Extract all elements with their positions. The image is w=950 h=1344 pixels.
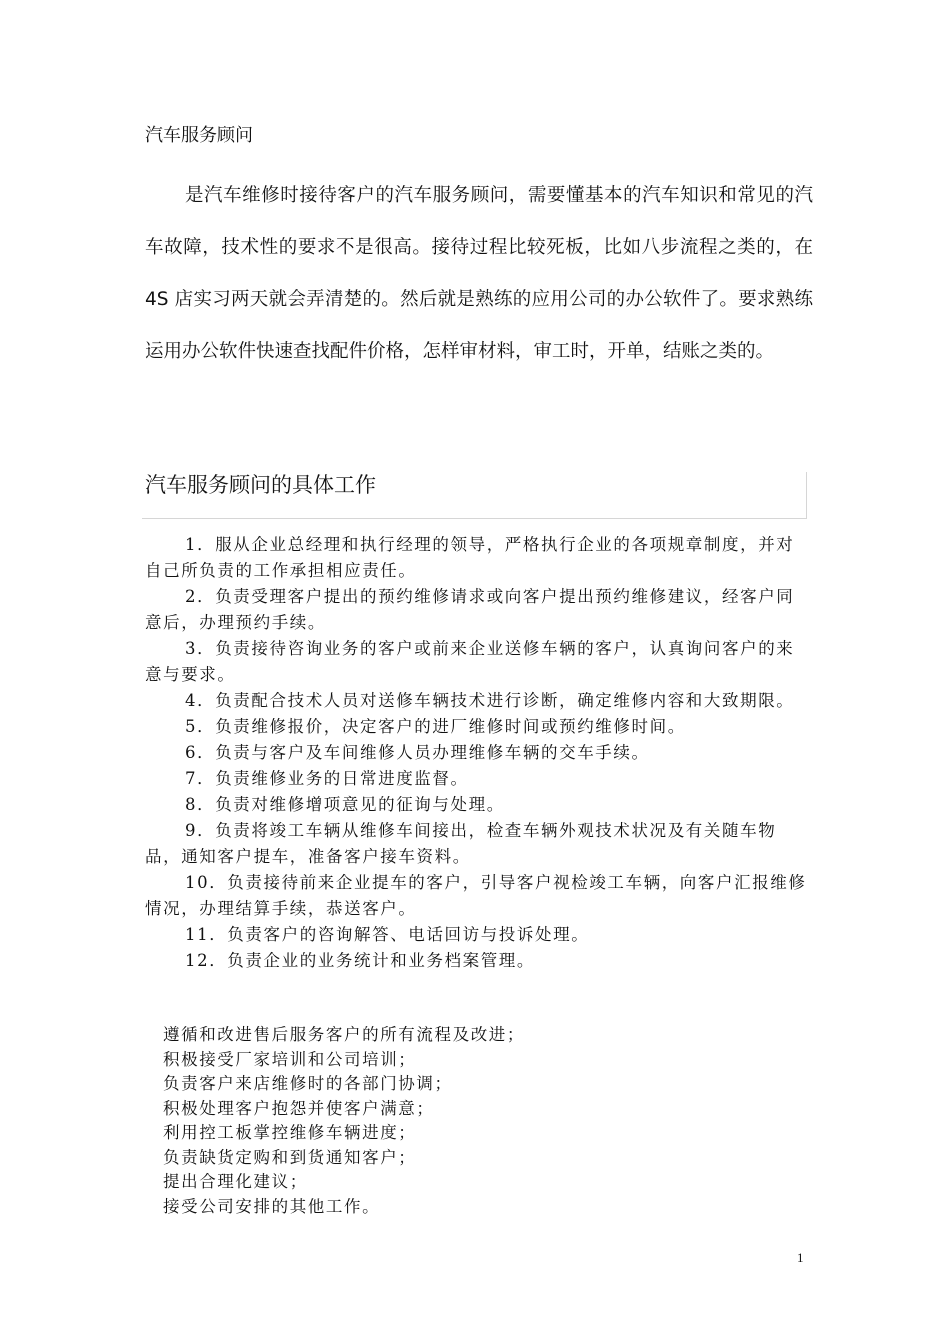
extra-item: 接受公司安排的其他工作。 xyxy=(163,1196,381,1216)
duty-item: 9．负责将竣工车辆从维修车间接出，检查车辆外观技术状况及有关随车物品，通知客户提车，准备客户接车资料。 xyxy=(145,821,777,866)
duty-item: 12．负责企业的业务统计和业务档案管理。 xyxy=(185,951,535,970)
duties-list xyxy=(145,532,807,974)
extra-item: 提出合理化建议； xyxy=(163,1172,308,1191)
duty-item: 4．负责配合技术人员对送修车辆技术进行诊断，确定维修内容和大致期限。 xyxy=(185,691,795,710)
intro-paragraph: 是汽车维修时接待客户的汽车服务顾问，需要懂基本的汽车知识和常见的汽车故障，技术性的要求不是很高。接待过程比较死板，比如八步流程之类的，在 4S 店实习两天就会弄清楚的。然后就是熟练的应用公司的办公软件了。要求熟练运用办公软件快速查找配件价格，怎样审材料，审工时，开单，结账之类的。 xyxy=(145,185,813,362)
document-title: 汽车服务顾问 xyxy=(145,125,253,146)
extra-item: 负责缺货定购和到货通知客户； xyxy=(163,1147,417,1167)
extra-item: 积极接受厂家培训和公司培训； xyxy=(163,1049,417,1069)
page-number: 1 xyxy=(797,1250,804,1265)
section-title: 汽车服务顾问的具体工作 xyxy=(145,473,376,497)
duty-item: 10．负责接待前来企业提车的客户，引导客户视检竣工车辆，向客户汇报维修情况，办理结算手续，恭送客户。 xyxy=(145,873,807,918)
extra-item: 遵循和改进售后服务客户的所有流程及改进； xyxy=(163,1025,525,1044)
extra-item: 积极处理客户抱怨并使客户满意； xyxy=(163,1098,435,1118)
duty-item: 7．负责维修业务的日常进度监督。 xyxy=(185,769,469,788)
extra-item: 负责客户来店维修时的各部门协调； xyxy=(163,1074,453,1093)
extra-item: 利用控工板掌控维修车辆进度； xyxy=(163,1123,417,1142)
duty-item: 5．负责维修报价，决定客户的进厂维修时间或预约维修时间。 xyxy=(185,717,686,736)
duty-item: 8．负责对维修增项意见的征询与处理。 xyxy=(185,795,505,814)
duty-item: 2．负责受理客户提出的预约维修请求或向客户提出预约维修建议，经客户同意后，办理预约手续。 xyxy=(145,587,795,632)
duty-item: 6．负责与客户及车间维修人员办理维修车辆的交车手续。 xyxy=(185,743,650,762)
duty-item: 1．服从企业总经理和执行经理的领导，严格执行企业的各项规章制度，并对自己所负责的工作承担相应责任。 xyxy=(145,535,795,580)
extra-duties-list xyxy=(163,1023,803,1219)
duty-item: 3．负责接待咨询业务的客户或前来企业送修车辆的客户，认真询问客户的来意与要求。 xyxy=(145,639,795,684)
duty-item: 11．负责客户的咨询解答、电话回访与投诉处理。 xyxy=(185,925,590,944)
